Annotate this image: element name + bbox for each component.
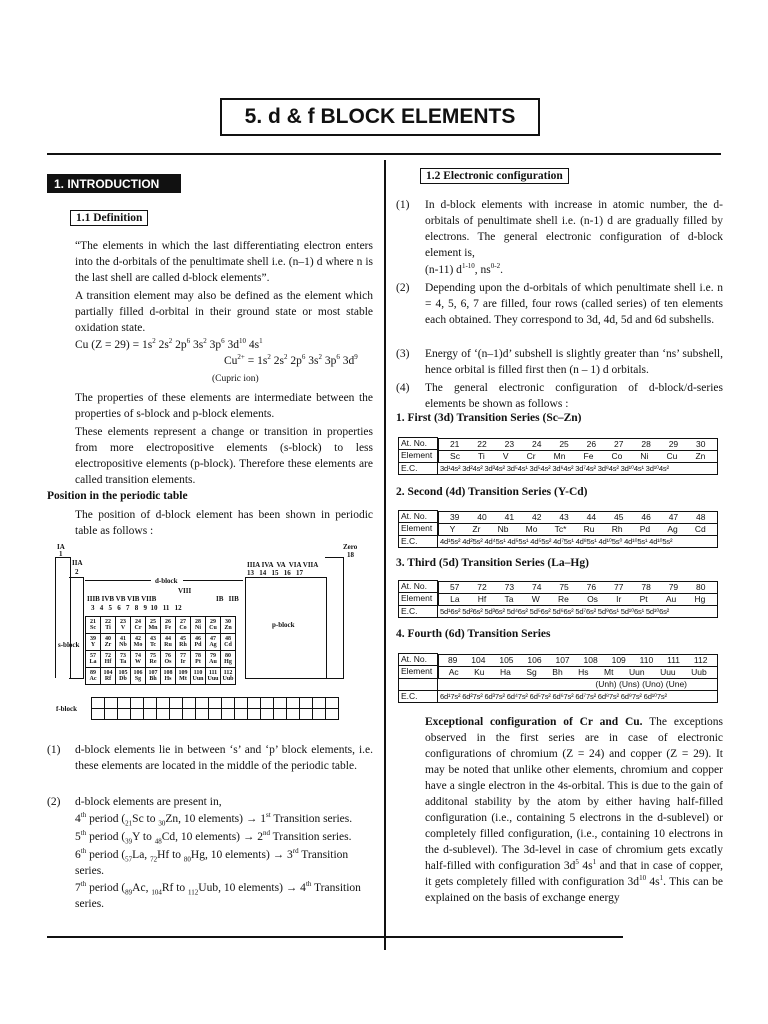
pt-cell: 24 Cr: [131, 617, 146, 634]
pt-cell: 111 Uuu: [206, 668, 221, 685]
value-cell: Nb: [497, 523, 509, 534]
row-label: E.C.: [399, 462, 438, 474]
pt-cell: 109 Mt: [176, 668, 191, 685]
row-values: 4d¹5s² 4d²5s² 4d⁴5s¹ 4d⁵5s¹ 4d⁵5s² 4d⁷5s¹ 4d⁸5s¹ 4d¹⁰5s⁰ 4d¹⁰5s¹ 4d¹⁰5s²: [438, 535, 718, 547]
series-table: [398, 580, 718, 618]
value-cell: Cd: [694, 523, 706, 534]
value-cell: 48: [696, 511, 706, 522]
series-title: 1. First (3d) Transition Series (Sc–Zn): [396, 412, 582, 424]
pt-cell: 25 Mn: [146, 617, 161, 634]
value-cell: Y: [449, 523, 456, 534]
zero-group-label: Zero: [343, 543, 358, 551]
value-cell: Hg: [694, 593, 706, 604]
value-cell: 75: [559, 581, 569, 592]
row-label: Element: [399, 593, 438, 606]
value-cell: Co: [611, 450, 623, 461]
pt-cell: 75 Re: [146, 651, 161, 668]
period-7-line: 7th period ($_{89}Ac$, $_{104}$Rf to $_{112}$Uub, 10 elements) → 4th Transition series.: [75, 880, 361, 910]
value-cell: Uub: [691, 666, 707, 677]
pt-row: [86, 617, 236, 634]
value-cell: 27: [614, 438, 624, 449]
value-cell: 76: [586, 581, 597, 592]
pt-cell: 105 Db: [116, 668, 131, 685]
row-values: [438, 666, 718, 678]
row-label: E.C.: [399, 535, 438, 547]
group-18-label: 18: [347, 551, 354, 559]
pt-cell: 22 Ti: [101, 617, 116, 634]
value-cell: Os: [587, 593, 598, 604]
pt-cell: 89 Ac: [86, 668, 101, 685]
item-4-text: The general electronic configuration of d-block/d-series elements be shown as follows :: [425, 382, 723, 410]
value-cell: Zr: [472, 523, 481, 534]
top-rule: [47, 153, 721, 155]
group-iia-label: IIA: [72, 559, 83, 567]
period-6-line: 6th period ($_{57}La$, $_{72}$Hf to $_{80}$Hg, 10 elements) → 3rd Transition series.: [75, 847, 349, 877]
value-cell: Ha: [500, 666, 511, 677]
f-block-grid: [91, 697, 339, 720]
row-label: At. No.: [399, 581, 438, 593]
value-cell: V: [502, 450, 509, 461]
row-values: [438, 523, 718, 535]
value-cell: 109: [611, 654, 626, 665]
row-label: E.C.: [399, 690, 438, 702]
pt-cell: 45 Rh: [176, 634, 191, 651]
row-label: Element: [399, 450, 438, 463]
item-4-number: (4): [396, 382, 410, 394]
value-cell: 110: [639, 654, 654, 665]
value-cell: Ni: [640, 450, 649, 461]
p-groups-label: IIIA IVA VA VIA VIIA: [247, 561, 319, 569]
series-title: 3. Third (5d) Transition Series (La–Hg): [396, 557, 589, 569]
cu2-config: $Cu^{2+} = 1s^2$ $2s^2$ $2p^6$ $3s^2$ $3p^6$ $3d^9$: [224, 353, 358, 367]
row-values: [438, 450, 718, 462]
value-cell: 107: [555, 654, 570, 665]
row-label: Element: [399, 523, 438, 536]
value-cell: 42: [531, 511, 542, 522]
exceptional-config-title: Exceptional configuration of Cr and Cu.: [425, 716, 643, 728]
atomic-number-row: [399, 438, 718, 450]
pt-cell: 43 Tc: [146, 634, 161, 651]
definition-quote: “The elements in which the last differentiating electron enters into the d-orbitals of the penultimate shell i.e. (n–1) d where n is the last shell are called d-block elements”.: [75, 240, 373, 284]
value-cell: Tc*: [554, 523, 567, 534]
periodic-table-diagram: [55, 543, 375, 723]
pt-cell: 73 Ta: [116, 651, 131, 668]
value-cell: Mn: [553, 450, 566, 461]
value-cell: W: [531, 593, 540, 604]
pt-row: [86, 651, 236, 668]
item-2-number: (2): [396, 282, 410, 294]
item-3-text: Energy of ‘(n–1)d’ subshell is slightly greater than ‘ns’ subshell, hence orbital is filled first then (n – 1) d orbitals.: [425, 348, 723, 376]
row-values: 3d¹4s² 3d²4s² 3d³4s² 3d⁵4s¹ 3d⁵4s² 3d⁶4s² 3d⁷4s² 3d⁸4s² 3d¹⁰4s¹ 3d¹⁰4s²: [438, 462, 718, 474]
value-cell: 78: [641, 581, 651, 592]
pt-row: [86, 668, 236, 685]
pt-cell: 39 Y: [86, 634, 101, 651]
value-cell: Cr: [526, 450, 536, 461]
value-cell: 29: [668, 438, 679, 449]
row-values: 6d¹7s² 6d²7s² 6d³7s² 6d⁴7s² 6d⁵7s² 6d⁶7s² 6d⁷7s² 6d⁸7s² 6d⁹7s² 6d¹⁰7s²: [438, 690, 718, 702]
row-values: [438, 581, 718, 593]
value-cell: Re: [557, 593, 569, 604]
row-values: [438, 438, 718, 450]
element-row: [399, 593, 718, 606]
value-cell: Ru: [583, 523, 595, 534]
zero-group-col: [325, 557, 344, 679]
d-block-arrow-left: [85, 580, 151, 581]
s-block-label: s-block: [58, 641, 80, 649]
row-values: 5d¹6s² 5d²6s² 5d³6s² 5d⁴6s² 5d⁵6s² 5d⁶6s² 5d⁷6s² 5d⁹6s¹ 5d¹⁰6s¹ 5d¹⁰6s²: [438, 605, 718, 617]
row-label: E.C.: [399, 605, 438, 617]
group-1-label: 1: [59, 550, 63, 558]
exceptional-config-text: The exceptions observed in the first series are in case of electronic configurations of chromium (Z = 24) and copper (Z = 29). It may be noted that unlike other elements, chromium and copper have a single electron in the 4s-orbital. This is due to the gain of additonal stability by the atom by either having half-filled configuration (i.e., containing 5 electrons in the d-sublevel) or completely filled configuration, (i.e., containing 10 electrons in the d-sublevel). The 3d-level in case of chromium gets excatly half-filled with configuration $3d^5$ $4s^1$ and that in case of copper, it gets completely filled with configuration $3d^{10}$ $4s^1$. This can be explained on the basis of exchange energy: [425, 716, 723, 904]
pt-cell: 106 Sg: [131, 668, 146, 685]
value-cell: 72: [477, 581, 487, 592]
value-cell: Fe: [583, 450, 594, 461]
pt-cell: 26 Fe: [161, 617, 176, 634]
cupric-ion-label: (Cupric ion): [212, 374, 259, 384]
d-block-arrow-right: [183, 580, 243, 581]
element-alt-row: [399, 678, 718, 690]
pt-cell: 40 Zr: [101, 634, 116, 651]
properties-para-2: These elements represent a change or transition in properties from more electropositive elements (s-block) to less electropositive elements (p-block). Therefore these elements are called transition elements.: [75, 426, 373, 486]
pt-cell: 47 Ag: [206, 634, 221, 651]
element-row: [399, 666, 718, 679]
row-values: [438, 511, 718, 523]
pt-cell: 48 Cd: [221, 634, 236, 651]
value-cell: Ag: [667, 523, 678, 534]
value-cell: Zn: [695, 450, 706, 461]
value-cell: Rh: [611, 523, 623, 534]
value-cell: Ac: [448, 666, 459, 677]
value-cell: 28: [641, 438, 651, 449]
value-cell: 44: [586, 511, 597, 522]
value-cell: 111: [667, 654, 681, 665]
row-label: At. No.: [399, 654, 438, 666]
page-title: 5. d & f BLOCK ELEMENTS: [220, 98, 540, 136]
exceptional-config-para: [425, 714, 723, 906]
general-config: (n-11) $d^{1-10}$, $ns^{0-2}$.: [425, 262, 503, 276]
series-table: [398, 510, 718, 548]
value-cell: Pd: [639, 523, 651, 534]
value-cell: 74: [531, 581, 542, 592]
period-5-line: 5th period ($_{39}Y$ to $_{48}$Cd, 10 elements) → 2nd Transition series.: [75, 829, 352, 846]
value-cell: Au: [665, 593, 677, 604]
value-cell: Hs: [578, 666, 589, 677]
pt-cell: 108 Hs: [161, 668, 176, 685]
pt-cell: 42 Mo: [131, 634, 146, 651]
value-cell: 79: [668, 581, 679, 592]
item-3-number: (3): [396, 348, 410, 360]
pt-cell: 28 Ni: [191, 617, 206, 634]
pt-cell: 74 W: [131, 651, 146, 668]
f-block-label: f-block: [56, 705, 77, 713]
electronic-config-row: [399, 690, 718, 702]
atomic-number-row: [399, 511, 718, 523]
value-cell: Uuu: [660, 666, 676, 677]
group-2-label: 2: [75, 568, 79, 576]
value-cell: 43: [559, 511, 569, 522]
value-cell: 89: [447, 654, 458, 665]
value-cell: Bh: [552, 666, 563, 677]
pt-cell: 27 Co: [176, 617, 191, 634]
element-row: [399, 450, 718, 463]
d-groups-label: IIIB IVB VB VIB VIIB: [87, 595, 157, 603]
pt-cell: 72 Hf: [101, 651, 116, 668]
value-cell: 30: [696, 438, 706, 449]
p-group-numbers: 13 14 15 16 17: [247, 569, 303, 577]
pt-cell: 23 V: [116, 617, 131, 634]
value-cell: 22: [477, 438, 487, 449]
value-cell: 39: [449, 511, 460, 522]
pt-cell: 110 Uun: [191, 668, 206, 685]
value-cell: 77: [614, 581, 624, 592]
cu-config: Cu $(Z = 29) = 1s^2$ $2s^2$ $2p^6$ $3s^2$ $3p^6$ $3d^{10}$ $4s^1$: [75, 337, 263, 351]
value-cell: 106: [527, 654, 542, 665]
series-table: [398, 653, 718, 703]
value-cell: 80: [696, 581, 706, 592]
pt-cell: 80 Hg: [221, 651, 236, 668]
pt-cell: 30 Zn: [221, 617, 236, 634]
value-cell: Ta: [504, 593, 514, 604]
value-cell: 26: [586, 438, 597, 449]
point-2-number: (2): [47, 796, 61, 808]
subsection-header-electronic-config: 1.2 Electronic configuration: [420, 168, 569, 184]
value-cell: 21: [449, 438, 460, 449]
series-title: 4. Fourth (6d) Transition Series: [396, 628, 551, 640]
value-cell: Ku: [474, 666, 485, 677]
item-1-text: In d-block elements with increase in atomic number, the d-orbitals of penultimate shell i.e. (n-1) d are gradually filled by electrons. The general electronic configuration of d-block element is,: [425, 199, 723, 259]
position-header: Position in the periodic table: [47, 490, 188, 502]
period-4-line: 4th period ($_{21}Sc$ to $_{30}$Zn, 10 elements) → 1st Transition series.: [75, 811, 353, 828]
value-cell: 25: [559, 438, 569, 449]
value-cell: 41: [504, 511, 515, 522]
value-cell: La: [450, 593, 460, 604]
value-cell: Mo: [525, 523, 538, 534]
value-cell: 108: [583, 654, 598, 665]
value-cell: Mt: [604, 666, 614, 677]
p-block-label: p-block: [272, 621, 295, 629]
row-values: [438, 654, 718, 666]
pt-cell: 78 Pt: [191, 651, 206, 668]
position-text: The position of d-block element has been shown in periodic table as follows :: [75, 509, 373, 537]
value-cell: 46: [641, 511, 651, 522]
pt-cell: 104 Rf: [101, 668, 116, 685]
pt-cell: 44 Ru: [161, 634, 176, 651]
row-label: Element: [399, 666, 438, 679]
element-row: [399, 523, 718, 536]
pt-cell: 46 Pd: [191, 634, 206, 651]
pt-cell: 112 Uub: [221, 668, 236, 685]
pt-cell: 21 Sc: [86, 617, 101, 634]
pt-cell: 29 Cu: [206, 617, 221, 634]
group-ia-label: IA: [57, 543, 65, 551]
value-cell: 45: [614, 511, 624, 522]
value-cell: 24: [531, 438, 542, 449]
series-table: [398, 437, 718, 475]
s-block-col2: [69, 577, 84, 679]
d-group-numbers: 3 4 5 6 7 8 9 10 11 12: [91, 604, 182, 612]
ib-iib-label: IB IIB: [216, 595, 239, 603]
d-block-grid: [85, 616, 236, 685]
subsection-header-definition: 1.1 Definition: [70, 210, 148, 226]
atomic-number-row: [399, 581, 718, 593]
value-cell: 73: [504, 581, 515, 592]
value-cell: Cu: [666, 450, 678, 461]
pt-cell: 41 Nb: [116, 634, 131, 651]
pt-cell: 76 Os: [161, 651, 176, 668]
item-2-text: Depending upon the d-orbitals of which penultimate shell i.e. n = 4, 5, 6, 7 are filled, four rows (called series) of ten elements each obtained. They correspond to 3d, 4d, 5d and 6d subshells.: [425, 282, 723, 326]
alt-symbols: (Unh) (Uns) (Uno) (Une): [438, 678, 718, 690]
viii-label: VIII: [178, 587, 192, 595]
point-1-text: d-block elements lie in between ‘s’ and ‘p’ block elements, i.e. these elements are located in the middle of the periodic table.: [75, 744, 373, 772]
atomic-number-row: [399, 654, 718, 666]
value-cell: 104: [471, 654, 486, 665]
value-cell: Sg: [526, 666, 537, 677]
electronic-config-row: [399, 462, 718, 474]
value-cell: Ir: [616, 593, 622, 604]
pt-cell: 107 Bh: [146, 668, 161, 685]
value-cell: 47: [668, 511, 679, 522]
value-cell: 40: [477, 511, 487, 522]
series-title: 2. Second (4d) Transition Series (Y-Cd): [396, 486, 588, 498]
point-2-text: d-block elements are present in,: [75, 796, 222, 808]
value-cell: Pt: [639, 593, 648, 604]
bottom-rule: [47, 936, 623, 938]
value-cell: 105: [499, 654, 514, 665]
value-cell: 23: [504, 438, 515, 449]
properties-para-1: The properties of these elements are intermediate between the properties of s-block and p-block elements.: [75, 392, 373, 420]
row-values: [438, 593, 718, 605]
pt-row: [86, 634, 236, 651]
column-divider: [384, 160, 386, 950]
pt-cell: 77 Ir: [176, 651, 191, 668]
value-cell: Uun: [628, 666, 645, 677]
pt-cell: 79 Au: [206, 651, 221, 668]
value-cell: Hf: [477, 593, 487, 604]
value-cell: 57: [449, 581, 460, 592]
pt-cell: 57 La: [86, 651, 101, 668]
row-label: At. No.: [399, 438, 438, 450]
section-header-introduction: 1. INTRODUCTION: [47, 174, 181, 193]
value-cell: 112: [693, 654, 708, 665]
value-cell: Ti: [478, 450, 485, 461]
electronic-config-row: [399, 535, 718, 547]
row-label: At. No.: [399, 511, 438, 523]
point-1-number: (1): [47, 744, 61, 756]
d-block-label: d-block: [155, 577, 178, 585]
definition-para: A transition element may also be defined as the element which partially filled d-orbital in their ground state or most stable oxidation state.: [75, 290, 373, 334]
value-cell: Sc: [450, 450, 460, 461]
electronic-config-row: [399, 605, 718, 617]
item-1-number: (1): [396, 199, 410, 211]
